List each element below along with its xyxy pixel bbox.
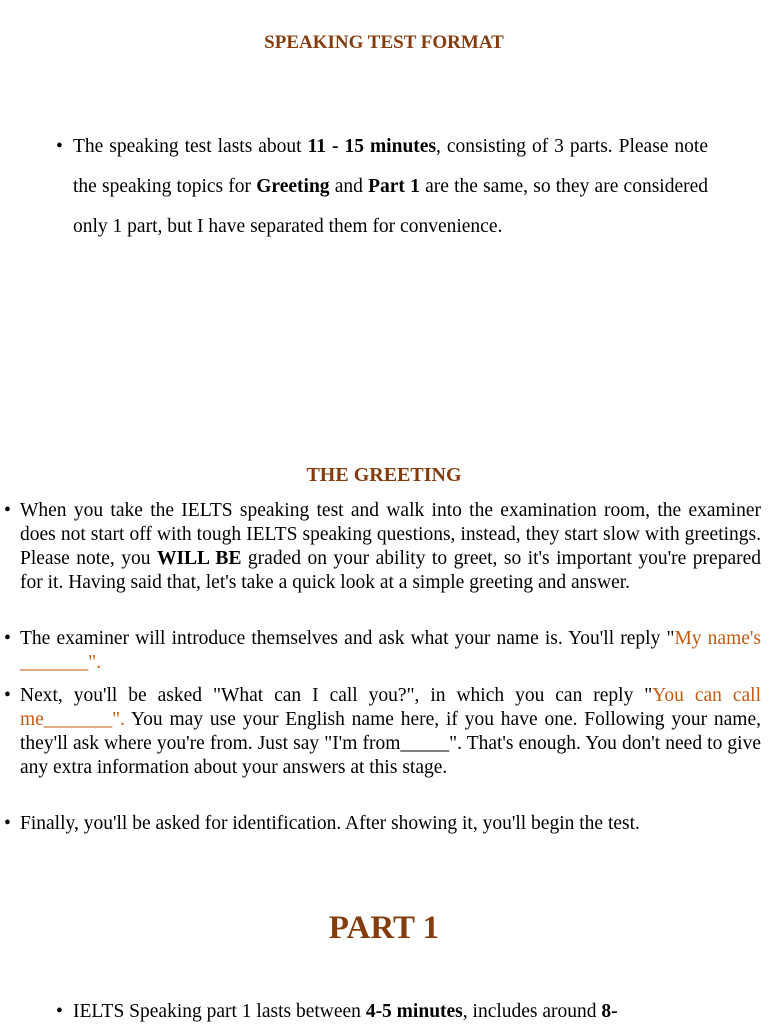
section-title-greeting: THE GREETING <box>306 464 462 486</box>
bullet-icon: • <box>56 1001 63 1022</box>
section-title-speaking-test-format: SPEAKING TEST FORMAT <box>264 32 504 53</box>
intro-part1-term: Part 1 <box>368 176 420 197</box>
bullet-icon: • <box>56 136 63 157</box>
greeting-1-text-1: When you take the IELTS speaking test and walk into the examination room, the examiner does not start off with tough IELTS speaking questions, instead, they start slow with greetings. Please note, you <box>20 500 761 569</box>
greeting-4-text-1: Finally, you'll be asked for identification. After showing it, you'll begin the test. <box>20 813 640 834</box>
intro-text-4: are the same, so they are considered only 1 part, but I have separated them for convenience. <box>73 176 709 237</box>
bullet-icon: • <box>4 628 11 649</box>
greeting-paragraph-4 <box>4 812 761 836</box>
intro-greeting-term: Greeting <box>256 176 330 197</box>
section-title-part-1: PART 1 <box>328 910 440 946</box>
intro-text-1: The speaking test lasts about <box>73 136 308 157</box>
greeting-3-text-1: Next, you'll be asked "What can I call you?", in which you can reply " <box>20 685 653 706</box>
part1-text-1: IELTS Speaking part 1 lasts between <box>73 1001 366 1022</box>
greeting-1-emphasis: WILL BE <box>156 548 242 569</box>
part1-text-2: , includes around <box>462 1001 602 1022</box>
intro-paragraph <box>56 127 709 247</box>
greeting-paragraph-2 <box>4 627 762 675</box>
greeting-3-text-2: You may use your English name here, if you have one. Following your name, they'll ask where you're from. Just say "I'm from_____". That's enough. You don't need to give any extra information about your answers at this stage. <box>20 709 761 778</box>
part1-question-count: 8- <box>601 1001 618 1022</box>
part1-duration: 4-5 minutes <box>365 1001 463 1022</box>
part1-paragraph <box>56 992 723 1032</box>
greeting-paragraph-3 <box>4 684 761 780</box>
intro-text-2: , consisting of 3 parts. Please note the speaking topics for <box>73 136 709 197</box>
bullet-icon: • <box>4 813 11 834</box>
intro-duration: 11 - 15 minutes <box>307 136 437 157</box>
greeting-2-sample-answer: My name's _______". <box>20 628 762 673</box>
bullet-icon: • <box>4 500 11 521</box>
greeting-1-text-2: graded on your ability to greet, so it's important you're prepared for it. Having said that, let's take a quick look at a simple greeting and answer. <box>20 548 761 593</box>
bullet-icon: • <box>4 685 11 706</box>
greeting-paragraph-1 <box>4 499 761 595</box>
intro-text-3: and <box>329 176 369 197</box>
greeting-3-sample-answer: You can call me_______". <box>20 685 761 730</box>
greeting-2-text-1: The examiner will introduce themselves and ask what your name is. You'll reply " <box>20 628 675 649</box>
